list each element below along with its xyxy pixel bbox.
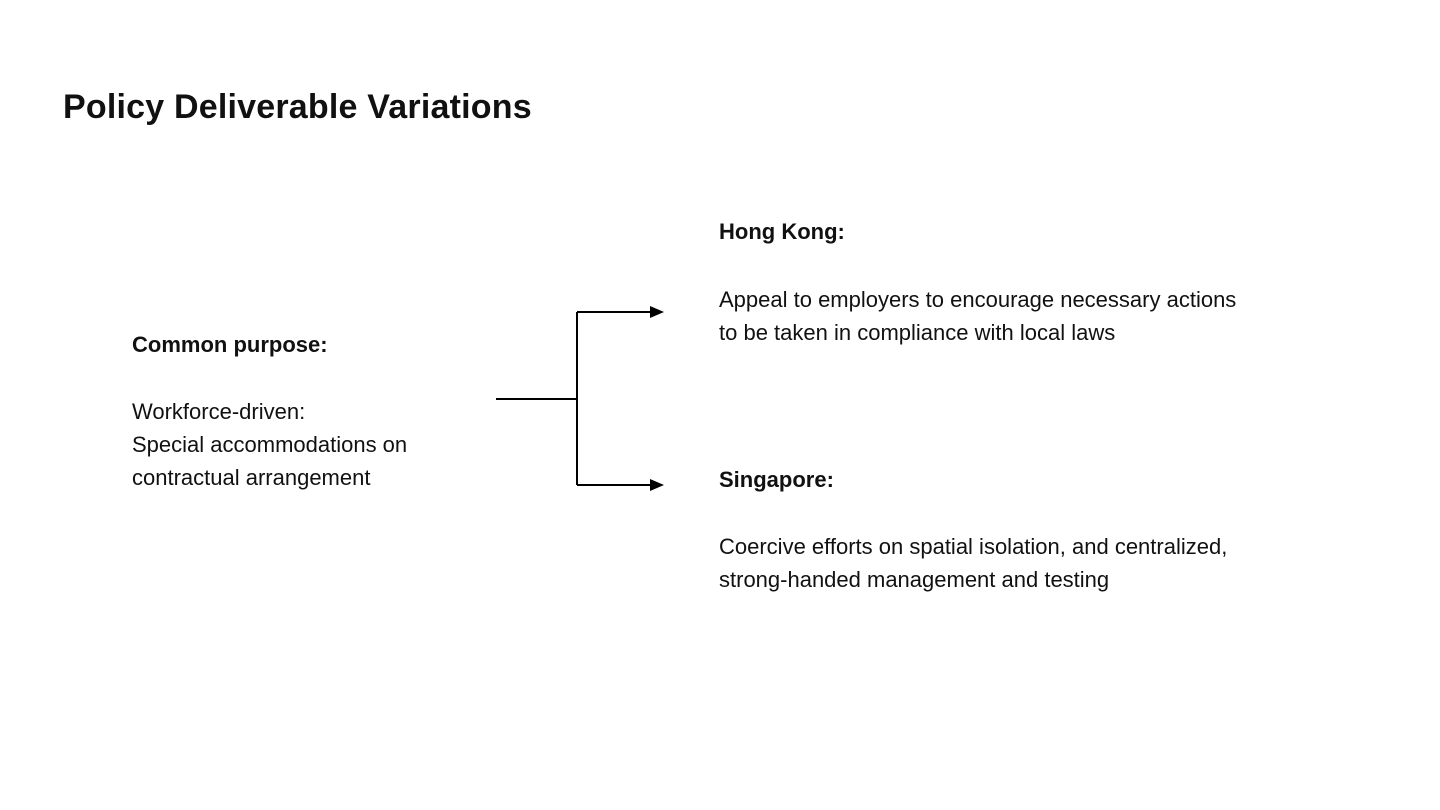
singapore-body-line: strong-handed management and testing	[719, 567, 1110, 592]
singapore-heading: Singapore:	[719, 467, 834, 492]
common-purpose-body-line: contractual arrangement	[132, 465, 371, 490]
common-purpose-body	[132, 395, 407, 494]
hong-kong-body-line: to be taken in compliance with local laws	[719, 320, 1116, 345]
arrowhead-icon	[650, 306, 664, 318]
singapore-body-line: Coercive efforts on spatial isolation, and centralized,	[719, 534, 1228, 559]
singapore-body	[719, 530, 1227, 596]
page-title: Policy Deliverable Variations	[63, 88, 532, 126]
branch-connector	[490, 300, 680, 500]
common-purpose-body-line: Workforce-driven:	[132, 399, 306, 424]
common-purpose-body-line: Special accommodations on	[132, 432, 408, 457]
common-purpose-heading: Common purpose:	[132, 332, 328, 357]
hong-kong-body	[719, 283, 1236, 349]
hong-kong-heading: Hong Kong:	[719, 219, 845, 244]
arrowhead-icon	[650, 479, 664, 491]
hong-kong-body-line: Appeal to employers to encourage necessary actions	[719, 287, 1237, 312]
